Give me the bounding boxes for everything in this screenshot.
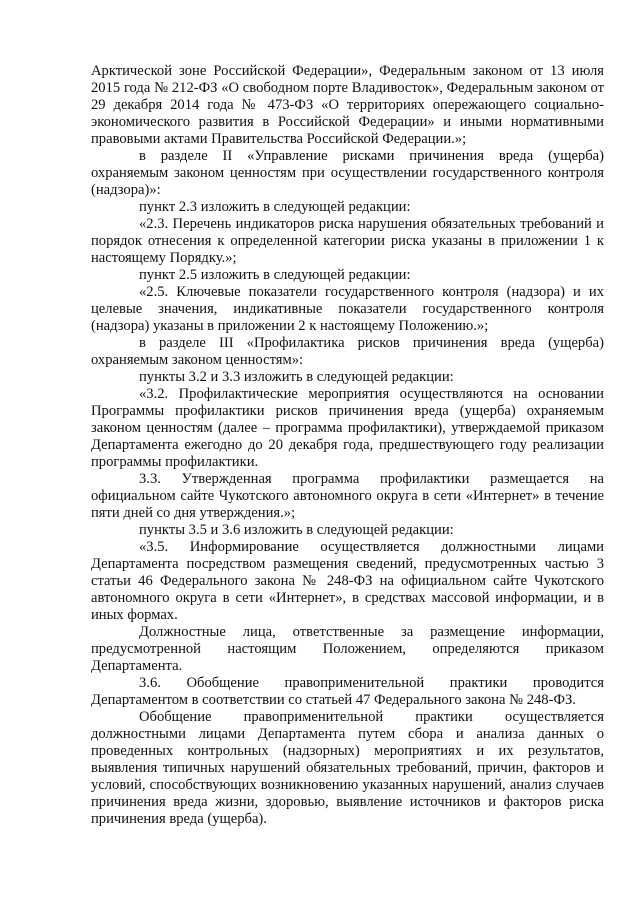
paragraph-13: Должностные лица, ответственные за размещение информации, предусмотренной настоящим Положением, определяются приказом Департамента.: [91, 624, 604, 674]
paragraph-9: «3.2. Профилактические мероприятия осуществляются на основании Программы профилактики рисков причинения вреда (ущерба) охраняемым законом ценностям (далее – программа профилактики), утверждаемой приказом Департамента ежегодно до 20 декабря года, предшествующего году реализации программы профилактики.: [91, 386, 604, 470]
paragraph-10: 3.3. Утвержденная программа профилактики размещается на официальном сайте Чукотского автономного округа в сети «Интернет» в течение пяти дней со дня утверждения.»;: [91, 471, 604, 521]
paragraph-1: Арктической зоне Российской Федерации», Федеральным законом от 13 июля 2015 года № 212-ФЗ «О свободном порте Владивосток», Федеральным законом от 29 декабря 2014 года № 473-ФЗ «О территориях опережающего социально-экономического развития в Российской Федерации» и иными нормативными правовыми актами Правительства Российской Федерации.»;: [91, 63, 604, 147]
paragraph-15: Обобщение правоприменительной практики осуществляется должностными лицами Департамента путем сбора и анализа данных о проведенных контрольных (надзорных) мероприятиях и их результатов, выявления типичных нарушений обязательных требований, причин, факторов и условий, способствующих возникновению указанных нарушений, анализ случаев причинения вреда жизни, здоровью, выявление источников и факторов риска причинения вреда (ущерба).: [91, 709, 604, 827]
paragraph-14: 3.6. Обобщение правоприменительной практики проводится Департаментом в соответствии со статьей 47 Федерального закона № 248-ФЗ.: [91, 675, 604, 708]
paragraph-4: «2.3. Перечень индикаторов риска нарушения обязательных требований и порядок отнесения к определенной категории риска указаны в приложении 1 к настоящему Порядку.»;: [91, 216, 604, 266]
paragraph-5: пункт 2.5 изложить в следующей редакции:: [139, 267, 411, 283]
paragraph-2: в разделе II «Управление рисками причинения вреда (ущерба) охраняемым законом ценностям при осуществлении государственного контроля (надзора)»:: [91, 148, 604, 198]
paragraph-7: в разделе III «Профилактика рисков причинения вреда (ущерба) охраняемым законом ценностям»:: [91, 335, 604, 368]
paragraph-6: «2.5. Ключевые показатели государственного контроля (надзора) и их целевые значения, индикативные показатели государственного контроля (надзора) указаны в приложении 2 к настоящему Положению.»;: [91, 284, 604, 334]
paragraph-12: «3.5. Информирование осуществляется должностными лицами Департамента посредством размещения сведений, предусмотренных частью 3 статьи 46 Федерального закона № 248-ФЗ на официальном сайте Чукотского автономного округа в сети «Интернет», в средствах массовой информации, и в иных формах.: [91, 539, 604, 623]
paragraph-8: пункты 3.2 и 3.3 изложить в следующей редакции:: [139, 369, 454, 385]
paragraph-11: пункты 3.5 и 3.6 изложить в следующей редакции:: [139, 522, 454, 538]
document-body: [91, 63, 604, 828]
paragraph-3: пункт 2.3 изложить в следующей редакции:: [139, 199, 411, 215]
